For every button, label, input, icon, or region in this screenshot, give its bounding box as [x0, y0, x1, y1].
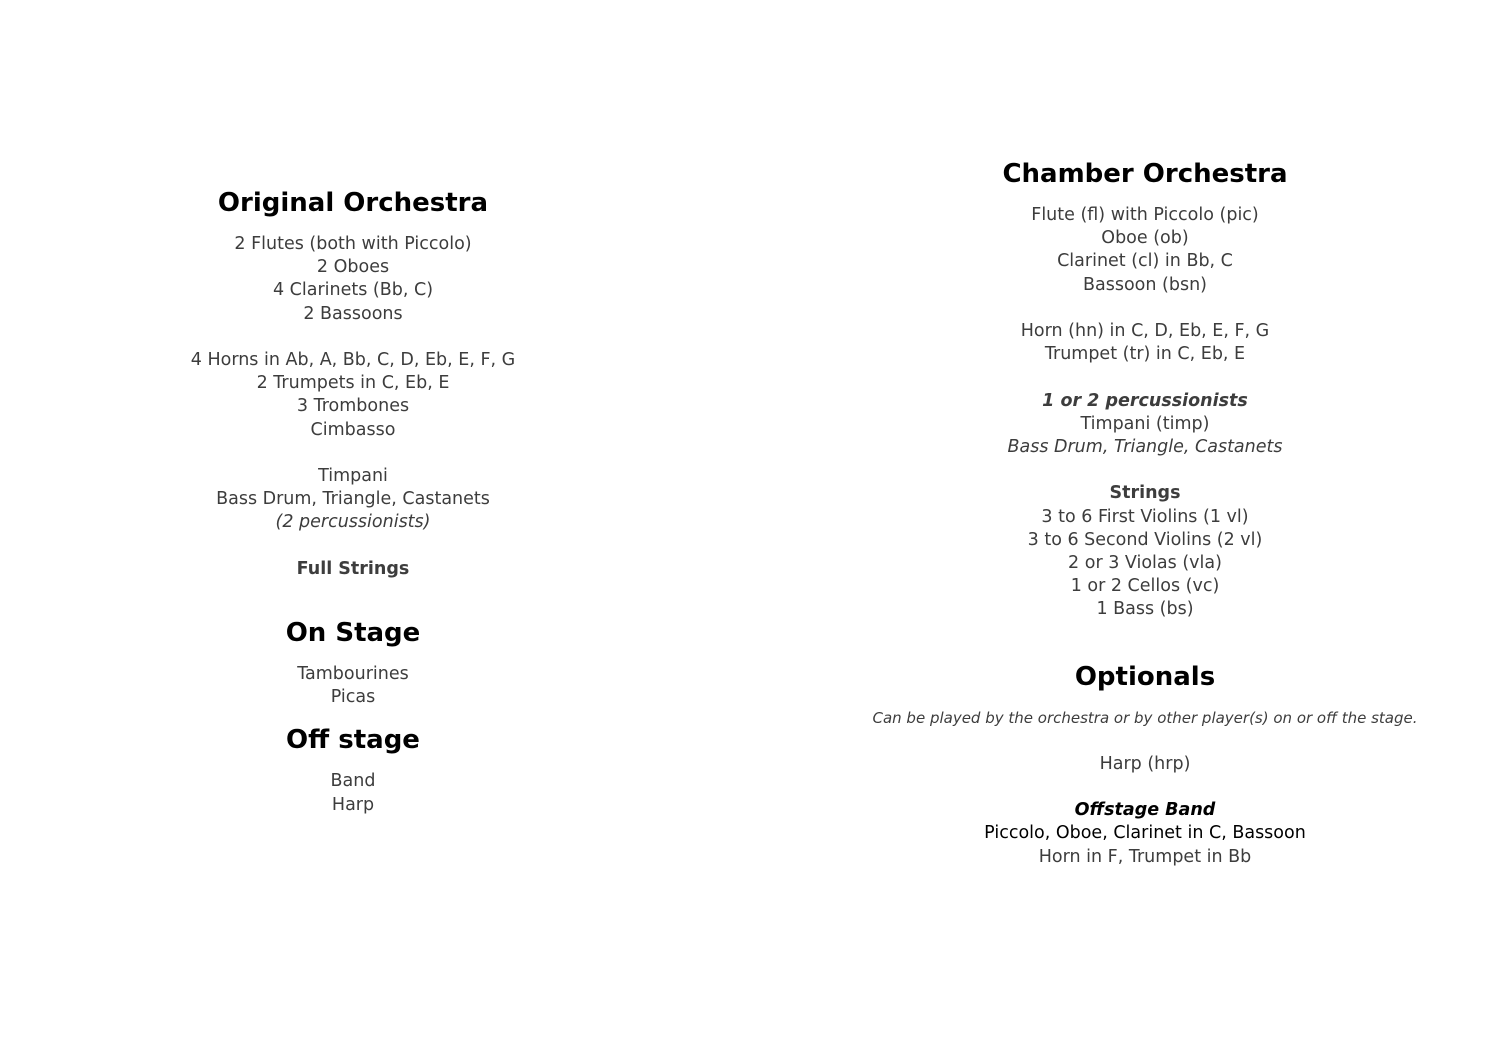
chamber-strings-list — [840, 482, 1450, 621]
percussion-heading: 1 or 2 percussionists — [1042, 390, 1248, 411]
list-item: Horn (hn) in C, D, Eb, E, F, G — [1020, 321, 1270, 341]
list-item: Trumpet (tr) in C, Eb, E — [1044, 344, 1246, 365]
chamber-percussion-list — [840, 390, 1450, 460]
list-item: 3 Trombones — [296, 396, 410, 417]
list-item: Bass Drum, Triangle, Castanets — [1007, 437, 1283, 457]
list-item: Piccolo, Oboe, Clarinet in C, Bassoon — [984, 823, 1306, 844]
list-item: 3 to 6 Second Violins (2 vl) — [1027, 529, 1263, 550]
original-percussion-list — [40, 465, 666, 535]
list-item: 2 Bassoons — [303, 303, 403, 324]
chamber-winds-list — [840, 204, 1450, 297]
original-winds-list — [40, 233, 666, 326]
off-stage-list — [40, 770, 666, 816]
list-item: 2 Trumpets in C, Eb, E — [256, 373, 450, 394]
list-item: 2 or 3 Violas (vla) — [1068, 553, 1222, 573]
chamber-orchestra-column — [840, 157, 1450, 869]
list-item: Horn in F, Trumpet in Bb — [1038, 846, 1252, 867]
list-item: Cimbasso — [310, 419, 396, 440]
offstage-band-heading: Offstage Band — [1074, 800, 1216, 821]
list-item: 2 Flutes (both with Piccolo) — [234, 234, 472, 254]
list-item: 1 or 2 Cellos (vc) — [1070, 576, 1220, 597]
original-brass-list — [40, 349, 666, 442]
original-orchestra-title: Original Orchestra — [217, 188, 489, 218]
list-item: Harp (hrp) — [1099, 753, 1191, 774]
chamber-orchestra-title: Chamber Orchestra — [1002, 159, 1288, 189]
optionals-note: Can be played by the orchestra or by other player(s) on or off the stage. — [872, 708, 1418, 727]
on-stage-list — [40, 663, 666, 709]
list-item: Tambourines — [297, 664, 409, 684]
list-item: Oboe (ob) — [1101, 228, 1189, 249]
chamber-brass-list — [840, 320, 1450, 366]
list-item: Picas — [330, 687, 376, 708]
list-item: Flute (fl) with Piccolo (pic) — [1031, 205, 1259, 225]
percussion-note: (2 percussionists) — [275, 512, 431, 533]
strings-heading: Strings — [1109, 483, 1181, 504]
list-item: 2 Oboes — [316, 257, 390, 278]
original-orchestra-column — [40, 186, 666, 817]
list-item: Bass Drum, Triangle, Castanets — [216, 489, 490, 510]
list-item: Clarinet (cl) in Bb, C — [1057, 251, 1233, 272]
list-item: Bassoon (bsn) — [1082, 274, 1207, 295]
list-item: Harp — [331, 794, 375, 815]
list-item: Timpani (timp) — [1080, 413, 1210, 434]
list-item: 1 Bass (bs) — [1096, 599, 1194, 620]
optionals-title: Optionals — [1074, 661, 1216, 692]
list-item: Timpani — [318, 466, 388, 486]
strings-label: Full Strings — [296, 558, 410, 579]
list-item: 4 Clarinets (Bb, C) — [272, 280, 434, 301]
on-stage-title: On Stage — [285, 618, 421, 648]
list-item: Band — [330, 771, 376, 792]
list-item: 3 to 6 First Violins (1 vl) — [1041, 506, 1249, 527]
off-stage-title: Off stage — [286, 725, 420, 756]
list-item: 4 Horns in Ab, A, Bb, C, D, Eb, E, F, G — [190, 350, 516, 370]
